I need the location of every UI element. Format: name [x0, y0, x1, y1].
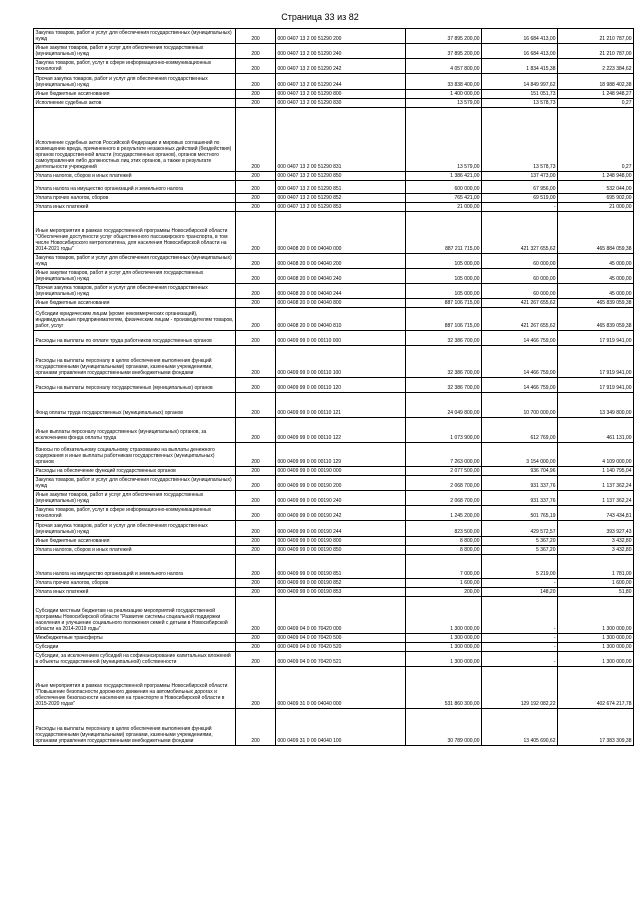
row-name: Субсидии, за исключением субсидий на софинансирование капитальных вложений в объекты государственной (муниципальной) собственности [34, 652, 236, 667]
row-kbk: 000 0408 20 0 00 04040 244 [276, 284, 406, 299]
row-code: 200 [236, 74, 276, 90]
row-name: Закупка товаров, работ и услуг для обеспечения государственных (муниципальных) нужд [34, 254, 236, 269]
row-code: 200 [236, 181, 276, 194]
row-executed: 5 219,00 [482, 555, 558, 579]
row-executed: - [482, 643, 558, 652]
row-approved: 887 106 715,00 [406, 299, 482, 308]
row-approved: 1 073 900,00 [406, 418, 482, 443]
row-unexecuted: 45 000,00 [558, 269, 634, 284]
row-unexecuted: 17 919 941,00 [558, 346, 634, 378]
table-row [34, 284, 634, 299]
row-unexecuted: 1 300 000,00 [558, 597, 634, 634]
row-unexecuted: 17 919 941,00 [558, 378, 634, 393]
row-code: 200 [236, 643, 276, 652]
table-row [34, 203, 634, 212]
row-name: Иные бюджетные ассигнования [34, 299, 236, 308]
row-code: 200 [236, 299, 276, 308]
table-row [34, 299, 634, 308]
row-executed: 14 466 759,00 [482, 378, 558, 393]
table-row [34, 378, 634, 393]
row-kbk: 000 0409 04 0 00 70420 500 [276, 634, 406, 643]
row-name: Уплата иных платежей [34, 203, 236, 212]
row-approved: 887 211 715,00 [406, 212, 482, 254]
page-header: Страница 33 из 82 [281, 12, 359, 22]
row-name: Иные мероприятия в рамках государственной программы Новосибирской области "Обеспечение доступности услуг общественного пассажирского транспорта, в том числе Новосибирского метрополитена, для населения Новосибирской области на 2014-2021 годы" [34, 212, 236, 254]
row-approved: 32 386 700,00 [406, 378, 482, 393]
row-name: Закупка товаров, работ, услуг в сфере информационно-коммуникационных технологий [34, 59, 236, 74]
row-kbk: 000 0407 13 2 00 51290 830 [276, 99, 406, 108]
row-unexecuted: 1 137 362,24 [558, 476, 634, 491]
row-unexecuted: 1 137 362,24 [558, 491, 634, 506]
row-approved: 1 245 200,00 [406, 506, 482, 521]
row-kbk: 000 0409 99 0 00 00190 850 [276, 546, 406, 555]
row-executed: 69 519,00 [482, 194, 558, 203]
row-unexecuted: 3 432,80 [558, 537, 634, 546]
row-name: Прочая закупка товаров, работ и услуг для обеспечения государственных (муниципальных) нужд [34, 521, 236, 537]
row-approved: 13 579,00 [406, 99, 482, 108]
row-executed: 60 000,00 [482, 284, 558, 299]
row-name: Закупка товаров, работ и услуг для обеспечения государственных (муниципальных) нужд [34, 29, 236, 44]
row-code: 200 [236, 393, 276, 418]
row-name: Уплата иных платежей [34, 588, 236, 597]
row-name: Расходы на выплаты персоналу государственных (муниципальных) органов [34, 378, 236, 393]
row-executed: 16 684 413,00 [482, 29, 558, 44]
row-name: Расходы на выплаты персоналу в целях обеспечения выполнения функций государственными (муниципальными) органами, казенными учреждениями, органами управления государственными внебюджетными фондами [34, 709, 236, 746]
row-approved: 600 000,00 [406, 181, 482, 194]
row-approved: 4 057 800,00 [406, 59, 482, 74]
row-approved: 30 789 000,00 [406, 709, 482, 746]
row-kbk: 000 0409 99 0 00 00190 000 [276, 467, 406, 476]
row-approved: 765 421,00 [406, 194, 482, 203]
row-executed: 148,20 [482, 588, 558, 597]
row-code: 200 [236, 443, 276, 467]
table-row [34, 652, 634, 667]
row-approved: 1 300 000,00 [406, 652, 482, 667]
row-approved: 531 860 300,00 [406, 667, 482, 709]
row-unexecuted: 2 223 384,62 [558, 59, 634, 74]
row-name: Расходы на обеспечение функций государственных органов [34, 467, 236, 476]
row-kbk: 000 0407 13 2 00 51290 853 [276, 203, 406, 212]
table-row [34, 521, 634, 537]
row-kbk: 000 0408 20 0 00 04040 240 [276, 269, 406, 284]
row-code: 200 [236, 90, 276, 99]
table-row [34, 269, 634, 284]
row-kbk: 000 0409 99 0 00 00190 852 [276, 579, 406, 588]
row-kbk: 000 0408 20 0 00 04040 800 [276, 299, 406, 308]
row-unexecuted: 45 000,00 [558, 284, 634, 299]
table-row [34, 90, 634, 99]
row-executed: 3 154 000,00 [482, 443, 558, 467]
row-code: 200 [236, 667, 276, 709]
table-row [34, 74, 634, 90]
row-code: 200 [236, 555, 276, 579]
row-unexecuted: 393 927,43 [558, 521, 634, 537]
row-executed: 60 000,00 [482, 269, 558, 284]
table-row [34, 588, 634, 597]
row-executed: - [482, 652, 558, 667]
table-row [34, 108, 634, 172]
row-unexecuted: 45 000,00 [558, 254, 634, 269]
row-name: Иные закупки товаров, работ и услуг для обеспечения государственных (муниципальных) нужд [34, 44, 236, 59]
table-body [34, 29, 634, 746]
row-executed: 936 704,96 [482, 467, 558, 476]
row-code: 200 [236, 284, 276, 299]
row-kbk: 000 0407 13 2 00 51290 200 [276, 29, 406, 44]
row-name: Иные бюджетные ассигнования [34, 537, 236, 546]
table-row [34, 491, 634, 506]
row-kbk: 000 0407 13 2 00 51290 242 [276, 59, 406, 74]
row-kbk: 000 0409 31 0 00 04040 000 [276, 667, 406, 709]
row-approved: 8 800,00 [406, 546, 482, 555]
table-row [34, 44, 634, 59]
row-name: Прочая закупка товаров, работ и услуг для обеспечения государственных (муниципальных) нужд [34, 284, 236, 299]
row-name: Расходы на выплаты по оплате труда работников государственных органов [34, 331, 236, 346]
table-row [34, 579, 634, 588]
row-approved: 7 000,00 [406, 555, 482, 579]
row-name: Уплата налогов, сборов и иных платежей [34, 546, 236, 555]
row-unexecuted: 3 432,80 [558, 546, 634, 555]
row-code: 200 [236, 521, 276, 537]
row-code: 200 [236, 537, 276, 546]
row-executed: 421 267 655,62 [482, 299, 558, 308]
row-kbk: 000 0408 20 0 00 04040 000 [276, 212, 406, 254]
row-unexecuted: 465 884 059,38 [558, 212, 634, 254]
row-approved: 887 106 715,00 [406, 308, 482, 331]
row-kbk: 000 0408 20 0 00 04040 200 [276, 254, 406, 269]
row-kbk: 000 0407 13 2 00 51290 244 [276, 74, 406, 90]
row-executed: 612 769,00 [482, 418, 558, 443]
row-code: 200 [236, 331, 276, 346]
row-name: Уплата налогов, сборов и иных платежей [34, 172, 236, 181]
row-kbk: 000 0409 99 0 00 00190 853 [276, 588, 406, 597]
row-name: Исполнение судебных актов Российской Федерации и мировых соглашений по возмещению вреда, причиненного в результате незаконных действий (бездействия) органов государственной власти (государственных органов), органов местного самоуправления либо должностных лиц этих органов, а также в результате деятельности учреждений [34, 108, 236, 172]
row-code: 200 [236, 254, 276, 269]
table-row [34, 537, 634, 546]
row-name: Фонд оплаты труда государственных (муниципальных) органов [34, 393, 236, 418]
row-approved: 37 895 200,00 [406, 44, 482, 59]
row-executed: 421 327 655,62 [482, 212, 558, 254]
row-code: 200 [236, 172, 276, 181]
row-unexecuted: 532 044,00 [558, 181, 634, 194]
row-executed: - [482, 579, 558, 588]
row-unexecuted: 21 000,00 [558, 203, 634, 212]
row-executed: 501 765,19 [482, 506, 558, 521]
row-code: 200 [236, 346, 276, 378]
row-name: Субсидии юридическим лицам (кроме некоммерческих организаций), индивидуальным предпринимателям, физическим лицам - производителям товаров, работ, услуг [34, 308, 236, 331]
row-name: Взносы по обязательному социальному страхованию на выплаты денежного содержания и иные выплаты работникам государственных (муниципальных) органов [34, 443, 236, 467]
table-row [34, 194, 634, 203]
row-unexecuted: 17 919 941,00 [558, 331, 634, 346]
table-row [34, 643, 634, 652]
row-approved: 1 386 421,00 [406, 172, 482, 181]
row-name: Уплата прочих налогов, сборов [34, 194, 236, 203]
row-executed: - [482, 203, 558, 212]
row-approved: 105 000,00 [406, 269, 482, 284]
table-row [34, 597, 634, 634]
row-unexecuted: 17 383 309,38 [558, 709, 634, 746]
row-unexecuted: 1 140 795,04 [558, 467, 634, 476]
row-name: Иные закупки товаров, работ и услуг для обеспечения государственных (муниципальных) нужд [34, 491, 236, 506]
row-kbk: 000 0407 13 2 00 51290 831 [276, 108, 406, 172]
table-row [34, 331, 634, 346]
row-kbk: 000 0408 20 0 00 04040 810 [276, 308, 406, 331]
row-code: 200 [236, 652, 276, 667]
row-name: Иные закупки товаров, работ и услуг для обеспечения государственных (муниципальных) нужд [34, 269, 236, 284]
row-kbk: 000 0409 99 0 00 00110 100 [276, 346, 406, 378]
row-kbk: 000 0409 99 0 00 00190 200 [276, 476, 406, 491]
table-row [34, 709, 634, 746]
row-approved: 1 400 000,00 [406, 90, 482, 99]
row-code: 200 [236, 44, 276, 59]
row-executed: 14 466 759,00 [482, 346, 558, 378]
row-approved: 24 049 800,00 [406, 393, 482, 418]
row-executed: 60 000,00 [482, 254, 558, 269]
row-code: 200 [236, 634, 276, 643]
table-row [34, 393, 634, 418]
row-executed: 13 578,73 [482, 108, 558, 172]
table-row [34, 99, 634, 108]
row-unexecuted: 0,27 [558, 99, 634, 108]
budget-execution-table [33, 28, 634, 746]
row-code: 200 [236, 212, 276, 254]
row-code: 200 [236, 709, 276, 746]
row-executed: 16 684 413,00 [482, 44, 558, 59]
row-unexecuted: 21 210 787,00 [558, 44, 634, 59]
row-kbk: 000 0407 13 2 00 51290 852 [276, 194, 406, 203]
row-unexecuted: 1 300 000,00 [558, 643, 634, 652]
row-code: 200 [236, 378, 276, 393]
row-unexecuted: 465 839 059,38 [558, 308, 634, 331]
row-kbk: 000 0407 13 2 00 51290 850 [276, 172, 406, 181]
row-kbk: 000 0409 99 0 00 00190 244 [276, 521, 406, 537]
row-executed: - [482, 597, 558, 634]
row-executed: 10 700 000,00 [482, 393, 558, 418]
row-code: 200 [236, 476, 276, 491]
row-unexecuted: 18 988 402,38 [558, 74, 634, 90]
table-row [34, 443, 634, 467]
row-kbk: 000 0407 13 2 00 51290 851 [276, 181, 406, 194]
row-code: 200 [236, 491, 276, 506]
row-approved: 1 300 000,00 [406, 634, 482, 643]
table-row [34, 254, 634, 269]
row-unexecuted: 743 434,81 [558, 506, 634, 521]
row-name: Исполнение судебных актов [34, 99, 236, 108]
row-kbk: 000 0409 31 0 00 04040 100 [276, 709, 406, 746]
row-approved: 105 000,00 [406, 284, 482, 299]
row-approved: 105 000,00 [406, 254, 482, 269]
table-row [34, 212, 634, 254]
row-code: 200 [236, 418, 276, 443]
row-name: Уплата налога на имущество организаций и земельного налога [34, 181, 236, 194]
row-code: 200 [236, 99, 276, 108]
table-row [34, 172, 634, 181]
row-executed: 67 956,00 [482, 181, 558, 194]
table-row [34, 476, 634, 491]
row-unexecuted: 13 349 800,00 [558, 393, 634, 418]
table-row [34, 59, 634, 74]
row-approved: 33 838 400,00 [406, 74, 482, 90]
row-approved: 1 300 000,00 [406, 597, 482, 634]
row-approved: 8 800,00 [406, 537, 482, 546]
row-approved: 7 263 000,00 [406, 443, 482, 467]
row-name: Закупка товаров, работ, услуг в сфере информационно-коммуникационных технологий [34, 506, 236, 521]
row-executed: 421 267 655,62 [482, 308, 558, 331]
row-unexecuted: 21 210 787,00 [558, 29, 634, 44]
row-kbk: 000 0409 99 0 00 00190 800 [276, 537, 406, 546]
row-executed: 931 337,76 [482, 476, 558, 491]
row-executed: 13 578,73 [482, 99, 558, 108]
row-name: Уплата налога на имущество организаций и земельного налога [34, 555, 236, 579]
row-unexecuted: 0,27 [558, 108, 634, 172]
row-kbk: 000 0409 99 0 00 00110 121 [276, 393, 406, 418]
row-kbk: 000 0409 99 0 00 00110 129 [276, 443, 406, 467]
row-approved: 32 386 700,00 [406, 346, 482, 378]
row-unexecuted: 4 109 000,00 [558, 443, 634, 467]
row-executed: - [482, 634, 558, 643]
row-executed: 151 051,73 [482, 90, 558, 99]
row-kbk: 000 0409 99 0 00 00110 120 [276, 378, 406, 393]
table-row [34, 418, 634, 443]
row-approved: 1 600,00 [406, 579, 482, 588]
table-row [34, 308, 634, 331]
row-approved: 13 579,00 [406, 108, 482, 172]
row-kbk: 000 0409 99 0 00 00110 000 [276, 331, 406, 346]
row-name: Межбюджетные трансферты [34, 634, 236, 643]
row-code: 200 [236, 203, 276, 212]
row-executed: 14 466 759,00 [482, 331, 558, 346]
table-row [34, 506, 634, 521]
row-approved: 2 068 700,00 [406, 491, 482, 506]
row-unexecuted: 1 781,00 [558, 555, 634, 579]
row-kbk: 000 0409 04 0 00 70420 000 [276, 597, 406, 634]
row-approved: 2 077 500,00 [406, 467, 482, 476]
row-code: 200 [236, 546, 276, 555]
row-kbk: 000 0409 04 0 00 70420 521 [276, 652, 406, 667]
row-name: Расходы на выплаты персоналу в целях обеспечения выполнения функций государственными (муниципальными) органами, казенными учреждениями, органами управления государственными внебюджетными фондами [34, 346, 236, 378]
row-code: 200 [236, 269, 276, 284]
row-code: 200 [236, 506, 276, 521]
row-unexecuted: 1 248 948,00 [558, 172, 634, 181]
row-approved: 32 386 700,00 [406, 331, 482, 346]
table-row [34, 546, 634, 555]
row-executed: 14 849 997,62 [482, 74, 558, 90]
row-kbk: 000 0409 99 0 00 00190 240 [276, 491, 406, 506]
row-unexecuted: 51,80 [558, 588, 634, 597]
row-unexecuted: 1 600,00 [558, 579, 634, 588]
row-executed: 1 834 415,38 [482, 59, 558, 74]
row-name: Иные бюджетные ассигнования [34, 90, 236, 99]
row-kbk: 000 0409 99 0 00 00190 851 [276, 555, 406, 579]
row-code: 200 [236, 194, 276, 203]
row-unexecuted: 461 131,00 [558, 418, 634, 443]
row-code: 200 [236, 108, 276, 172]
row-executed: 5 367,20 [482, 537, 558, 546]
row-kbk: 000 0409 04 0 00 70420 520 [276, 643, 406, 652]
row-name: Субсидии [34, 643, 236, 652]
table-row [34, 467, 634, 476]
row-unexecuted: 695 902,00 [558, 194, 634, 203]
row-executed: 137 473,00 [482, 172, 558, 181]
row-code: 200 [236, 579, 276, 588]
table-row [34, 346, 634, 378]
row-unexecuted: 1 300 000,00 [558, 634, 634, 643]
row-unexecuted: 402 674 217,78 [558, 667, 634, 709]
row-kbk: 000 0409 99 0 00 00110 122 [276, 418, 406, 443]
table-row [34, 29, 634, 44]
row-kbk: 000 0407 13 2 00 51290 800 [276, 90, 406, 99]
table-row [34, 181, 634, 194]
row-approved: 1 300 000,00 [406, 643, 482, 652]
row-name: Иные выплаты персоналу государственных (муниципальных) органов, за исключением фонда оплаты труда [34, 418, 236, 443]
table-row [34, 667, 634, 709]
row-name: Уплата прочих налогов, сборов [34, 579, 236, 588]
row-unexecuted: 1 248 948,27 [558, 90, 634, 99]
row-code: 200 [236, 467, 276, 476]
table-row [34, 555, 634, 579]
row-unexecuted: 1 300 000,00 [558, 652, 634, 667]
row-approved: 37 895 200,00 [406, 29, 482, 44]
row-approved: 200,00 [406, 588, 482, 597]
row-kbk: 000 0407 13 2 00 51290 240 [276, 44, 406, 59]
row-unexecuted: 465 839 059,38 [558, 299, 634, 308]
table-row [34, 634, 634, 643]
row-code: 200 [236, 588, 276, 597]
row-executed: 5 367,20 [482, 546, 558, 555]
row-code: 200 [236, 29, 276, 44]
row-name: Субсидии местным бюджетам на реализацию мероприятий государственной программы Новосибирской области "Развитие системы социальной поддержки населения и улучшение социального положения семей с детьми в Новосибирской области на 2014-2019 годы" [34, 597, 236, 634]
row-code: 200 [236, 597, 276, 634]
row-code: 200 [236, 59, 276, 74]
row-executed: 429 572,57 [482, 521, 558, 537]
row-executed: 129 192 082,22 [482, 667, 558, 709]
row-name: Иные мероприятия в рамках государственной программы Новосибирской области "Повышение безопасности дорожного движения на автомобильных дорогах и обеспечение безопасности населения на транспорте в Новосибирской области в 2015-2020 годах" [34, 667, 236, 709]
row-approved: 823 500,00 [406, 521, 482, 537]
row-code: 200 [236, 308, 276, 331]
row-approved: 2 068 700,00 [406, 476, 482, 491]
row-name: Закупка товаров, работ и услуг для обеспечения государственных (муниципальных) нужд [34, 476, 236, 491]
row-kbk: 000 0409 99 0 00 00190 242 [276, 506, 406, 521]
row-executed: 13 405 690,62 [482, 709, 558, 746]
row-executed: 931 337,76 [482, 491, 558, 506]
row-approved: 21 000,00 [406, 203, 482, 212]
row-name: Прочая закупка товаров, работ и услуг для обеспечения государственных (муниципальных) нужд [34, 74, 236, 90]
